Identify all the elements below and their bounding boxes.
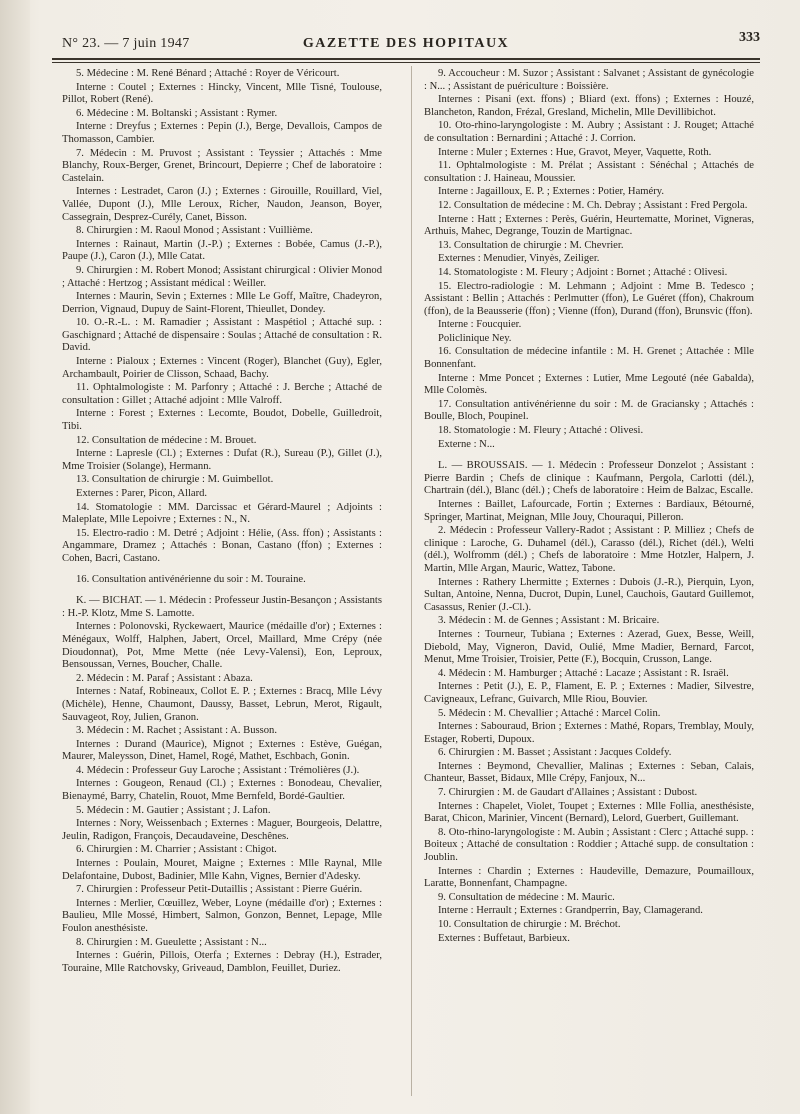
paragraph: 14. Stomatologie : MM. Darcissac et Gérard-Maurel ; Adjoints : Maleplate, Mlle Lepoivre ; Externes : N., N. [62,501,382,526]
paragraph: 8. Oto-rhino-laryngologiste : M. Aubin ; Assistant : Clerc ; Attaché supp. : Boiteux ; Attaché de consultation : Roddier ; Attaché supp. de consultation : Joublin. [424,826,754,864]
paragraph: 2. Médecin : Professeur Vallery-Radot ; Assistant : P. Milliez ; Chefs de clinique : Laroche, G. Duhamel (dél.), Carasso (dél.), Richet (dél.), Welti (dél.), Wolfromm (dél.) ; Chefs de laboratoire : Mme Hotzler, Halpern, J. Martin, Mlle Argan, Mauric, Wattez, Tabone. [424,525,754,574]
paragraph: 3. Médecin : M. de Gennes ; Assistant : M. Bricaire. [438,615,660,627]
paragraph: Internes : Chapelet, Violet, Toupet ; Externes : Mlle Follia, anesthésiste, Barat, Chicon, Marinier, Vincent (Bernard), Lelord, Guerbert, Guillemant. [424,800,754,825]
paragraph: Interne : Coutel ; Externes : Hincky, Vincent, Mlle Tisné, Toulouse, Pillot, Robert (René). [62,81,382,106]
paragraph: 17. Consultation antivénérienne du soir : M. de Graciansky ; Attachés : Boulle, Bloch, Poupinel. [424,398,754,423]
paragraph: 3. Médecin : M. Rachet ; Assistant : A. Busson. [76,725,277,737]
paragraph: 10. O.-R.-L. : M. Ramadier ; Assistant : Maspétiol ; Attaché sup. : Gaschignard ; Attaché de dispensaire : Soulas ; Attaché de consultation : R. David. [62,317,382,354]
paragraph: 2. Médecin : M. Paraf ; Assistant : Abaza. [76,672,253,684]
paragraph: 5. Médecine : M. René Bénard ; Attaché : Royer de Véricourt. [76,68,340,79]
paragraph: Internes : Lestradet, Caron (J.) ; Externes : Girouille, Rouillard, Viel, Vallée, Dupont (J.), Mlle Leroux, Richer, Naudon, Jeanson, Boyer, Cassegrain, Desprez-Curély, Canet, Bisson. [62,186,382,223]
page-binding-shadow [0,0,30,1114]
paragraph: 10. Consultation de chirurgie : M. Bréchot. [438,919,621,930]
paragraph: Internes : Maurin, Sevin ; Externes : Mlle Le Goff, Maître, Chadeyron, Derrion, Vignaud, Dupuy de Saint-Florent, Thieullet, Dondey. [62,291,382,315]
paragraph: 5. Médecin : M. Gautier ; Assistant ; J. Lafon. [76,804,271,816]
paragraph: 4. Médecin : M. Hamburger ; Attaché : Lacaze ; Assistant : R. Israël. [438,667,729,679]
paragraph: 7. Chirurgien : M. de Gaudart d'Allaines ; Assistant : Dubost. [438,787,698,799]
paragraph: 18. Stomatologie : M. Fleury ; Attaché : Olivesi. [438,425,644,437]
paragraph: Internes : Baillet, Lafourcade, Fortin ; Externes : Bardiaux, Bétourné, Springer, Martinat, Meignan, Mlle Jouy, Chouraqui, Pilleron. [424,499,754,523]
paragraph: Externes : Parer, Picon, Allard. [76,488,208,499]
paragraph: Internes : Nory, Weissenbach ; Externes : Maguer, Bourgeois, Delattre, Jeulin, Radigon, François, Decaudaveine, Deschênes. [62,818,382,842]
paragraph: Internes : Polonovski, Ryckewaert, Maurice (médaille d'or) ; Externes : Ménégaux, Wolff, Halphen, Jabert, Orcel, Maillard, Mme Crépy (née Dioudonnat), Pot, Mme Mette (née Levy-Valensi), Eon, Leproux, Bensoussan, Vernes, Boucher, Challe. [62,621,382,671]
paragraph: 16. Consultation antivénérienne du soir : M. Touraine. [76,573,306,585]
left-column [62,68,382,1108]
header-rule-thin [52,62,760,63]
paragraph: 11. Ophtalmologiste : M. Prélat ; Assistant : Sénéchal ; Attachés de consultation : J. Haineau, Moussier. [424,160,754,184]
paragraph: 12. Consultation de médecine : M. Brouet. [76,434,257,446]
paragraph: 13. Consultation de chirurgie : M. Guimbellot. [76,474,274,486]
paragraph: 7. Médecin : M. Pruvost ; Assistant : Teyssier ; Attachés : Mme Blanchy, Roux-Berger, Grenet, Brincourt, Depierre ; Chef de laboratoire : Castelain. [62,147,382,184]
paragraph: 10. Oto-rhino-laryngologiste : M. Aubry ; Assistant : J. Rouget; Attaché de consultation : Bernardini ; Attaché : J. Corrion. [424,120,754,144]
paragraph: 9. Consultation de médecine : M. Mauric. [438,891,615,903]
paragraph: Interne : Forest ; Externes : Lecomte, Boudot, Dobelle, Guilledroit, Tibi. [62,408,382,433]
paragraph: 9. Chirurgien : M. Robert Monod; Assistant chirurgical : Olivier Monod ; Attaché : Hertzog ; Assistant médical : Weiller. [62,264,382,289]
paragraph: Internes : Durand (Maurice), Mignot ; Externes : Estève, Guégan, Maurer, Maleysson, Dinet, Hamel, Rogé, Mathet, Eschbach, Gonin. [62,738,382,763]
paragraph: Interne : Dreyfus ; Externes : Pepin (J.), Berge, Devallois, Campos de Thomasson, Cambier. [62,121,382,145]
paragraph: Externes : Menudier, Vinyès, Zeiliger. [438,253,600,265]
paragraph: Externe : N... [438,438,495,450]
issue-date: N° 23. — 7 juin 1947 [62,36,190,51]
paragraph: 16. Consultation de médecine infantile : M. H. Grenet ; Attachée : Mlle Bonnenfant. [424,346,754,371]
publication-title: GAZETTE DES HOPITAUX [302,36,510,51]
paragraph: 15. Electro-radiologie : M. Lehmann ; Adjoint : Mme B. Tedesco ; Assistant : Bellin ; Attachés : Perlmutter (ffon), Le Guéret (ffon), Chakroum (ffon), de la Beausserie (ffon) ; Vienne (ffon), Durand (ffon), Brunsvic (ffon). [424,280,754,317]
paragraph: Internes : Rainaut, Martin (J.-P.) ; Externes : Bobée, Camus (J.-P.), Paupe (J.), Caron (J.), Mlle Catat. [62,238,382,263]
paragraph: Interne : Mme Poncet ; Externes : Lutier, Mme Legouté (née Gabalda), Mlle Colomès. [424,372,754,397]
section-heading-bichat: K. — BICHAT. — 1. Médecin : Professeur Justin-Besançon ; Assistants : H.-P. Klotz, Mme S. Lamotte. [62,595,382,619]
paragraph: 9. Accoucheur : M. Suzor ; Assistant : Salvanet ; Assistant de gynécologie : N... ; Assistant de puériculture : Boissière. [424,68,754,92]
paragraph: 12. Consultation de médecine : M. Ch. Debray ; Assistant : Fred Pergola. [438,199,748,211]
paragraph: Internes : Sabouraud, Brion ; Externes : Mathé, Ropars, Tremblay, Mouly, Estager, Roberti, Dupoux. [424,721,754,745]
paragraph: Interne : Lapresle (Cl.) ; Externes : Dufat (R.), Sureau (P.), Gillet (J.), Mme Troisier (Solange), Hermann. [62,448,382,472]
paragraph: Interne : Jagailloux, E. P. ; Externes : Potier, Haméry. [438,186,665,198]
column-divider [411,66,412,1096]
paragraph: Interne : Herrault ; Externes : Grandperrin, Bay, Clamagerand. [438,905,703,917]
paragraph: 7. Chirurgien : Professeur Petit-Dutaillis ; Assistant : Pierre Guérin. [76,884,363,896]
paragraph: 8. Chirurgien : M. Raoul Monod ; Assistant : Vuillième. [76,225,313,237]
paragraph: 15. Electro-radio : M. Detré ; Adjoint : Hélie, (Ass. ffon) ; Assistants : Angammare, Dramez ; Attachés : Bonan, Castano (ffon) ; Externes : Cohen, Bacri, Castano. [62,527,382,564]
paragraph: Interne : Hatt ; Externes : Perès, Guérin, Heurtematte, Morinet, Vigneras, Arthuis, Mahec, Degrange, Touzin de Martignac. [424,213,754,238]
paragraph: Internes : Tourneur, Tubiana ; Externes : Azerad, Guex, Besse, Weill, Diebold, May, Vigneron, David, Oulié, Mme Madier, Bernard, Farcot, Menut, Mme Troisier, Troisier, Pette (F.), Bocquin, Crusson, Lange. [424,628,754,666]
paragraph: Interne : Foucquier. [438,319,522,331]
paragraph: Internes : Nataf, Robineaux, Collot E. P. ; Externes : Bracq, Mlle Lévy (Michèle), Henne, Chaumont, Daussy, Basset, Lebrun, Merot, Rigault, Sauvageot, Roy, Julien, Granon. [62,686,382,723]
paragraph: Interne : Pialoux ; Externes : Vincent (Roger), Blanchet (Guy), Egler, Archambault, Poirier de Clisson, Schaad, Bachy. [62,356,382,380]
paragraph: 14. Stomatologiste : M. Fleury ; Adjoint : Bornet ; Attaché : Olivesi. [438,266,728,278]
paragraph: 13. Consultation de chirurgie : M. Chevrier. [438,239,624,251]
paragraph: Policlinique Ney. [438,332,512,344]
paragraph: 8. Chirurgien : M. Gueulette ; Assistant : N... [76,936,267,948]
page-header [52,28,760,62]
paragraph: 6. Médecine : M. Boltanski ; Assistant : Rymer. [76,107,278,119]
paragraph: Internes : Beymond, Chevallier, Malinas ; Externes : Seban, Calais, Chanteur, Basset, Bidaux, Mlle Crépy, Fanjoux, N... [424,760,754,785]
header-rule [52,58,760,60]
paragraph: Internes : Merlier, Cœuillez, Weber, Loyne (médaille d'or) ; Externes : Baulieu, Mlle Mossé, Himbert, Salmon, Gonzon, Bennet, Lepage, Mlle Foulon anesthésiste. [62,897,382,934]
paragraph: Externes : Buffetaut, Barbieux. [438,932,570,944]
paragraph: Internes : Guérin, Pillois, Oterfa ; Externes : Debray (H.), Estrader, Touraine, Mlle Ratchovsky, Griveaud, Damblon, Feuillet, Duriez. [62,950,382,974]
paragraph: Internes : Petit (J.), E. P., Flament, E. P. ; Externes : Madier, Silvestre, Cavigneaux, Lefranc, Guivarch, Mlle Riou, Bouvier. [424,681,754,705]
page-number: 333 [739,30,760,45]
paragraph: Internes : Chardin ; Externes : Haudeville, Demazure, Poumailloux, Laratte, Bonnenfant, Champagne. [424,865,754,890]
paragraph: Interne : Muler ; Externes : Hue, Gravot, Meyer, Vaquette, Roth. [438,146,712,158]
right-column [424,68,754,1108]
paragraph: 6. Chirurgien : M. Basset ; Assistant : Jacques Coldefy. [438,747,672,759]
paragraph: 4. Médecin : Professeur Guy Laroche ; Assistant : Trémolières (J.). [76,764,360,776]
paragraph: 5. Médecin : M. Chevallier ; Attaché : Marcel Colin. [438,707,661,719]
paragraph: Internes : Poulain, Mouret, Maigne ; Externes : Mlle Raynal, Mlle Delafontaine, Dubost, Badinier, Mlle Kahn, Vignes, Bernier d'Adesky. [62,858,382,882]
paragraph: 11. Ophtalmologiste : M. Parfonry ; Attaché : J. Berche ; Attaché de consultation : Gillet ; Attaché adjoint : Mlle Valroff. [62,382,382,406]
section-heading-broussais: L. — BROUSSAIS. — 1. Médecin : Professeur Donzelot ; Assistant : Pierre Bardin ; Chefs de clinique : Kaufmann, Pergola, Carlotti (dél.), Chartrain (dél.), Blanc (dél.) ; Chefs de laboratoire : Heim de Balzac, Escalle. [424,460,754,497]
paragraph: 6. Chirurgien : M. Charrier ; Assistant : Chigot. [76,844,277,856]
paragraph: Internes : Rathery Lhermitte ; Externes : Dubois (J.-R.), Pierquin, Lyon, Sultan, Antoine, Nenna, Ducrot, Dupin, Lunel, Cauchois, Gautard Guillemot, Casassus, Renier (J.-Cl.). [424,576,754,613]
paragraph: Internes : Gougeon, Renaud (Cl.) ; Externes : Bonodeau, Chevalier, Bienaymé, Barry, Chatelin, Rouot, Mme Bernfeld, Bordé-Gaultier. [62,778,382,803]
paragraph: Internes : Pisani (ext. ffons) ; Bliard (ext. ffons) ; Externes : Houzé, Blancheton, Randon, Frézal, Gresland, Michelin, Mlle Devillibichot. [424,94,754,118]
